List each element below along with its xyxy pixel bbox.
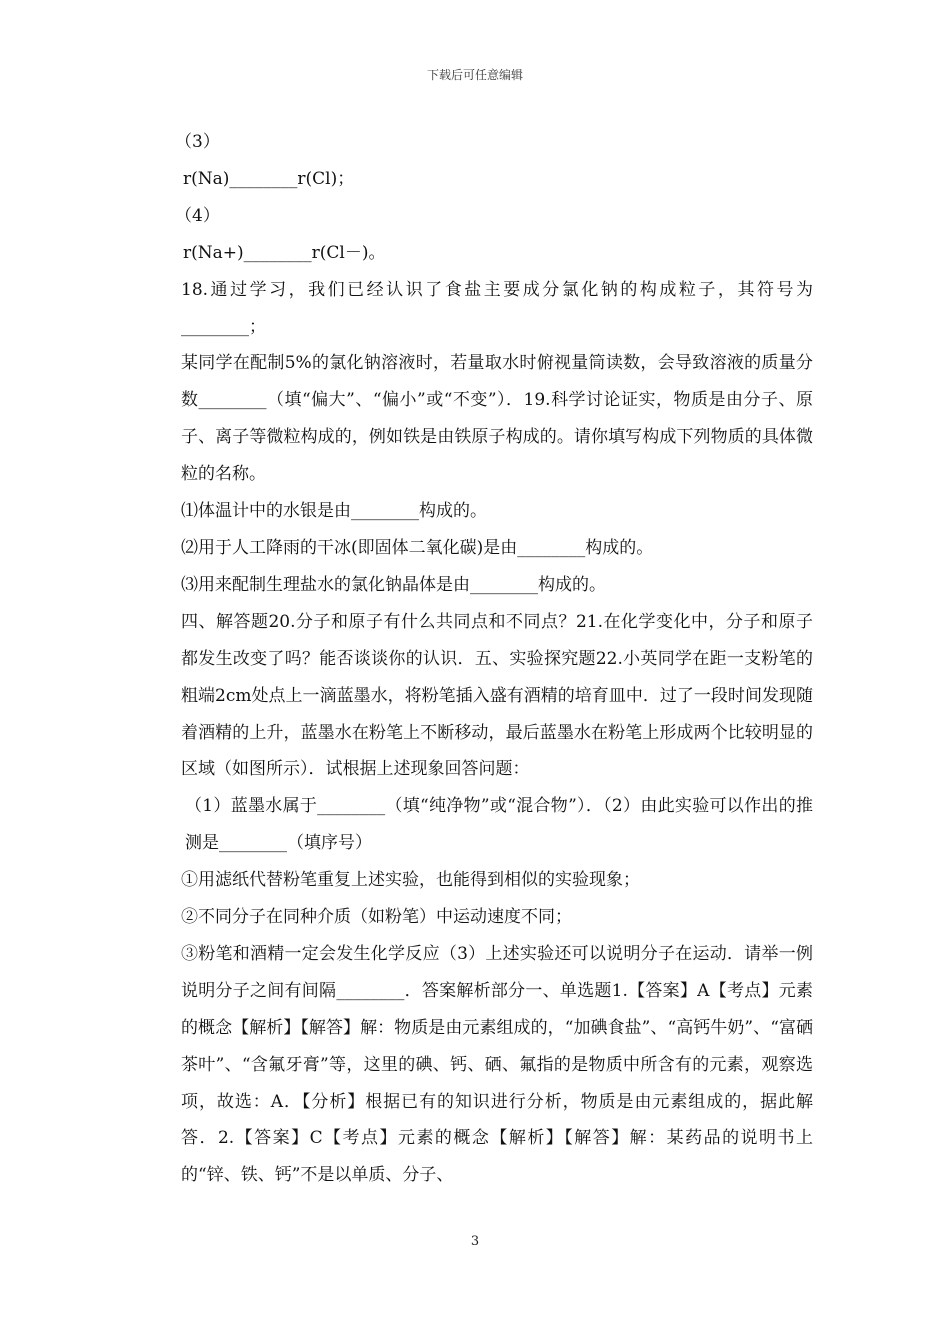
page-number: 3	[470, 1234, 480, 1249]
paragraph-option-1: ①用滤纸代替粉笔重复上述实验，也能得到相似的实验现象；	[181, 870, 640, 891]
paragraph-na-cl-radius: r(Na)________r(Cl)；	[183, 168, 355, 189]
paragraph-3-label: （3）	[175, 132, 220, 152]
paragraph-ink-questions: （1）蓝墨水属于________（填“纯净物”或“混合物”）．（2）由此实验可以作出的推测是________（填序号）	[185, 796, 813, 854]
paragraph-sodium-chloride: ⑶用来配制生理盐水的氯化钠晶体是由________构成的。	[181, 574, 606, 595]
paragraph-solution-question: 某同学在配制5%的氯化钠溶液时，若量取水时俯视量筒读数，会导致溶液的质量分数________（填“偏大”、“偏小”或“不变”）．19.科学讨论证实，物质是由分子、原子、离子等微粒构成的，例如铁是由铁原子构成的。请你填写构成下列物质的具体微粒的名称。	[181, 353, 813, 485]
paragraph-ion-radius: r(Na+)________r(Cl－)。	[183, 242, 386, 263]
paragraph-option-3-answers: ③粉笔和酒精一定会发生化学反应（3）上述实验还可以说明分子在运动．请举一例说明分子之间有间隔________．答案解析部分一、单选题1.【答案】A【考点】元素的概念【解析】【解答】解：物质是由元素组成的，“加碘食盐”、“高钙牛奶”、“富硒茶叶”、“含氟牙膏”等，这里的碘、钙、硒、氟指的是物质中所含有的元素，观察选项，故选：A．【分析】根据已有的知识进行分析，物质是由元素组成的，据此解答．2.【答案】C【考点】元素的概念【解析】【解答】解：某药品的说明书上的“锌、铁、钙”不是以单质、分子、	[181, 943, 813, 1186]
paragraph-section-4-5: 四、解答题20.分子和原子有什么共同点和不同点？21.在化学变化中，分子和原子都发生改变了吗？能否谈谈你的认识．五、实验探究题22.小英同学在距一支粉笔的粗端2cm处点上一滴蓝墨水，将粉笔插入盛有酒精的培育皿中．过了一段时间发现随着酒精的上升，蓝墨水在粉笔上不断移动，最后蓝墨水在粉笔上形成两个比较明显的区域（如图所示）．试根据上述现象回答问题：	[181, 611, 813, 780]
paragraph-option-2: ②不同分子在同种介质（如粉笔）中运动速度不同；	[181, 907, 572, 928]
paragraph-dry-ice: ⑵用于人工降雨的干冰(即固体二氧化碳)是由________构成的。	[181, 537, 654, 558]
paragraph-question-18: 18.通过学习，我们已经认识了食盐主要成分氯化钠的构成粒子，其符号为________；	[181, 279, 813, 337]
page-header: 下载后可任意编辑	[426, 68, 523, 82]
document-body	[145, 124, 813, 1194]
paragraph-4-label: （4）	[175, 205, 220, 226]
paragraph-mercury: ⑴体温计中的水银是由________构成的。	[181, 501, 487, 522]
